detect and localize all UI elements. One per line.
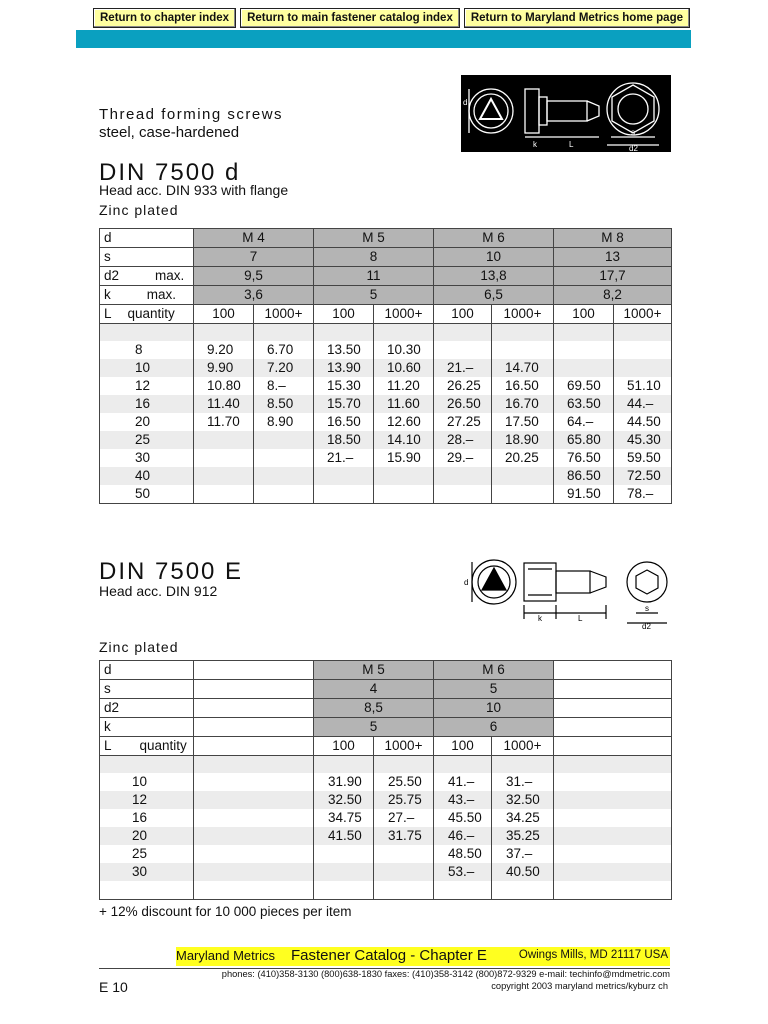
price-cell: 16.50 [492,377,554,395]
price-cell: 10.60 [374,359,434,377]
din-7500-d-title: DIN 7500 d [99,159,241,186]
price-cell: 6.70 [254,341,314,359]
price-cell: 76.50 [554,449,614,467]
quantity-header: 100 [434,736,492,755]
price-cell [434,755,492,773]
footer-contact: phones: (410)358-3130 (800)638-1830 faxes: (410)358-3142 (800)872-9329 e-mail: techinfo@mdmetric.com [221,969,670,979]
price-cell: 26.25 [434,377,492,395]
price-cell: 45.30 [614,431,672,449]
price-cell [614,359,672,377]
price-cell [554,359,614,377]
price-cell [314,485,374,503]
length-cell: 20 [100,413,194,431]
price-cell: 11.40 [194,395,254,413]
quantity-header: 1000+ [492,304,554,323]
spec-value: M 4 [194,229,314,248]
spec-value: 5 [314,285,434,304]
price-cell: 59.50 [614,449,672,467]
price-cell: 48.50 [434,845,492,863]
spec-row-label: d2 [100,698,194,717]
quantity-header: 100 [314,736,374,755]
length-cell: 40 [100,467,194,485]
price-cell: 13.50 [314,341,374,359]
length-cell: 25 [100,845,194,863]
spec-value: 13 [554,247,672,266]
price-cell: 31.– [492,773,554,791]
empty-cell [194,736,314,755]
empty-cell [194,845,314,863]
price-cell: 91.50 [554,485,614,503]
price-cell: 15.90 [374,449,434,467]
din-7500-d-finish: Zinc plated [99,202,179,218]
table-row [100,773,672,791]
spec-value: M 5 [314,229,434,248]
spec-value: 6 [434,717,554,736]
price-cell [374,863,434,881]
spec-row [100,285,672,304]
price-cell: 21.– [434,359,492,377]
length-cell: 12 [100,377,194,395]
price-cell: 69.50 [554,377,614,395]
price-cell: 44.– [614,395,672,413]
price-cell: 63.50 [554,395,614,413]
quantity-header: 1000+ [374,736,434,755]
dim-d-label-2: d [464,578,469,587]
price-cell: 8.50 [254,395,314,413]
price-cell: 12.60 [374,413,434,431]
return-main-catalog-button[interactable]: Return to main fastener catalog index [240,8,460,28]
price-cell: 34.75 [314,809,374,827]
empty-cell [554,881,672,899]
spec-row-label: s [100,679,194,698]
table-row [100,359,672,377]
price-cell [254,467,314,485]
price-cell: 10.80 [194,377,254,395]
quantity-header-row [100,304,672,323]
price-cell: 86.50 [554,467,614,485]
spec-value: M 6 [434,229,554,248]
empty-cell [194,698,314,717]
dim-s-label: s [631,128,635,137]
table-row [100,827,672,845]
price-cell: 32.50 [492,791,554,809]
table-row [100,845,672,863]
price-cell: 11.60 [374,395,434,413]
table-row [100,323,672,341]
empty-cell [194,827,314,845]
spec-value: 10 [434,698,554,717]
table-row [100,755,672,773]
spec-value: 10 [434,247,554,266]
length-cell: 50 [100,485,194,503]
length-cell: 25 [100,431,194,449]
price-cell: 17.50 [492,413,554,431]
price-cell [314,863,374,881]
spec-row [100,266,672,285]
empty-cell [194,755,314,773]
empty-cell [554,791,672,809]
price-cell: 10.30 [374,341,434,359]
footer-copyright: copyright 2003 maryland metrics/kyburz ch [491,981,668,991]
price-cell [434,323,492,341]
length-cell [100,323,194,341]
price-cell [614,341,672,359]
table-row [100,809,672,827]
footer-catalog: Fastener Catalog - Chapter E [291,947,487,964]
dim-d2-label-2: d2 [642,622,651,631]
spec-value: 8 [314,247,434,266]
quantity-header: 1000+ [254,304,314,323]
quantity-header: 100 [434,304,492,323]
empty-cell [554,827,672,845]
spec-row-label: d [100,229,194,248]
din-7500-e-diagram [456,549,672,631]
header-bar [76,30,691,48]
empty-cell [554,679,672,698]
quantity-header-row [100,736,672,755]
price-cell [254,449,314,467]
price-cell: 16.70 [492,395,554,413]
empty-cell [194,809,314,827]
empty-cell [554,661,672,680]
length-cell: 10 [100,773,194,791]
price-cell: 18.50 [314,431,374,449]
spec-value: 3,6 [194,285,314,304]
price-cell [374,755,434,773]
price-cell: 16.50 [314,413,374,431]
price-cell [492,755,554,773]
price-cell: 7.20 [254,359,314,377]
price-cell [314,845,374,863]
price-cell: 43.– [434,791,492,809]
price-cell [254,485,314,503]
discount-note: + 12% discount for 10 000 pieces per item [99,904,352,919]
price-cell [314,755,374,773]
dim-s-label-2: s [645,604,649,613]
spec-row-label: d [100,661,194,680]
spec-value: 8,2 [554,285,672,304]
price-cell: 28.– [434,431,492,449]
price-cell [314,323,374,341]
return-home-button[interactable]: Return to Maryland Metrics home page [464,8,690,28]
price-cell: 41.– [434,773,492,791]
quantity-header: 1000+ [492,736,554,755]
price-cell [314,881,374,899]
length-cell: 20 [100,827,194,845]
price-cell [374,485,434,503]
table-row [100,413,672,431]
empty-cell [194,773,314,791]
empty-cell [554,717,672,736]
price-cell [374,467,434,485]
dim-d2-label: d2 [629,144,638,152]
empty-cell [194,679,314,698]
price-cell [374,323,434,341]
quantity-header: 100 [194,304,254,323]
spec-value: 7 [194,247,314,266]
table-row [100,341,672,359]
price-cell: 78.– [614,485,672,503]
price-cell: 29.– [434,449,492,467]
price-cell: 25.75 [374,791,434,809]
price-cell [314,467,374,485]
return-chapter-index-button[interactable]: Return to chapter index [93,8,236,28]
price-cell: 15.30 [314,377,374,395]
price-cell [492,341,554,359]
length-cell: 12 [100,791,194,809]
table-row [100,449,672,467]
din-7500-e-title: DIN 7500 E [99,558,244,585]
table-row [100,791,672,809]
price-cell: 72.50 [614,467,672,485]
price-cell [254,431,314,449]
price-cell [434,467,492,485]
price-cell: 51.10 [614,377,672,395]
price-cell [492,485,554,503]
table-row [100,377,672,395]
top-navigation [93,8,690,28]
empty-cell [194,661,314,680]
price-cell: 8.90 [254,413,314,431]
din-7500-d-diagram [461,75,671,152]
section-subtitle: steel, case-hardened [99,124,240,141]
price-cell: 15.70 [314,395,374,413]
price-cell: 34.25 [492,809,554,827]
price-cell: 20.25 [492,449,554,467]
price-cell: 46.– [434,827,492,845]
price-cell: 41.50 [314,827,374,845]
price-cell: 27.– [374,809,434,827]
spec-value: 5 [434,679,554,698]
price-cell: 37.– [492,845,554,863]
table-row [100,881,672,899]
empty-cell [554,845,672,863]
din-7500-e-price-table [99,660,672,900]
spec-value: 4 [314,679,434,698]
dim-L-label: L [569,140,574,149]
price-cell [492,467,554,485]
price-cell [554,341,614,359]
spec-value: 11 [314,266,434,285]
price-cell: 26.50 [434,395,492,413]
price-cell: 64.– [554,413,614,431]
quantity-header: 1000+ [614,304,672,323]
table-row [100,485,672,503]
empty-cell [194,791,314,809]
dim-d-label: d [463,98,468,107]
price-cell [374,881,434,899]
spec-value: 8,5 [314,698,434,717]
table-row [100,467,672,485]
empty-cell [554,809,672,827]
empty-cell [194,717,314,736]
spec-row-label: d2 max. [100,266,194,285]
price-cell [434,485,492,503]
length-cell: 30 [100,449,194,467]
length-cell [100,881,194,899]
spec-value: M 8 [554,229,672,248]
price-cell: 18.90 [492,431,554,449]
table-row [100,431,672,449]
spec-value: M 5 [314,661,434,680]
price-cell [254,323,314,341]
price-cell [194,449,254,467]
price-cell: 44.50 [614,413,672,431]
price-cell: 45.50 [434,809,492,827]
price-cell [194,431,254,449]
spec-row [100,247,672,266]
price-cell: 32.50 [314,791,374,809]
empty-cell [554,863,672,881]
spec-row [100,717,672,736]
price-cell [614,323,672,341]
spec-value: 5 [314,717,434,736]
price-cell [194,485,254,503]
price-cell: 25.50 [374,773,434,791]
spec-row-label: k [100,717,194,736]
price-cell: 11.70 [194,413,254,431]
price-cell [554,323,614,341]
price-cell [434,881,492,899]
quantity-header: 100 [314,304,374,323]
price-cell [194,323,254,341]
price-cell: 14.70 [492,359,554,377]
quantity-label: L quantity [100,304,194,323]
price-cell: 31.75 [374,827,434,845]
price-cell: 31.90 [314,773,374,791]
spec-value: 13,8 [434,266,554,285]
spec-row [100,698,672,717]
din-7500-d-price-table [99,228,672,504]
empty-cell [194,863,314,881]
price-cell [492,323,554,341]
empty-cell [554,736,672,755]
length-cell: 16 [100,395,194,413]
spec-value: 6,5 [434,285,554,304]
price-cell: 21.– [314,449,374,467]
price-cell [374,845,434,863]
din-7500-e-finish: Zinc plated [99,639,179,655]
empty-cell [194,881,314,899]
quantity-label: L quantity [100,736,194,755]
spec-value: M 6 [434,661,554,680]
quantity-header: 100 [554,304,614,323]
price-cell: 14.10 [374,431,434,449]
spec-value: 17,7 [554,266,672,285]
price-cell [434,341,492,359]
length-cell [100,755,194,773]
spec-row-label: s [100,247,194,266]
spec-row-label: k max. [100,285,194,304]
footer-location: Owings Mills, MD 21117 USA [518,949,668,961]
price-cell: 35.25 [492,827,554,845]
empty-cell [554,773,672,791]
din-7500-e-head: Head acc. DIN 912 [99,583,218,599]
price-cell: 9.90 [194,359,254,377]
dim-k-label-2: k [538,614,542,623]
length-cell: 16 [100,809,194,827]
page-number: E 10 [99,979,128,995]
section-title: Thread forming screws [99,106,284,123]
din-7500-d-head: Head acc. DIN 933 with flange [99,182,289,198]
price-cell: 11.20 [374,377,434,395]
length-cell: 30 [100,863,194,881]
price-cell [492,881,554,899]
price-cell: 40.50 [492,863,554,881]
price-cell: 8.– [254,377,314,395]
length-cell: 8 [100,341,194,359]
spec-row [100,679,672,698]
price-cell: 13.90 [314,359,374,377]
empty-cell [554,755,672,773]
price-cell: 9.20 [194,341,254,359]
table-row [100,395,672,413]
dim-L-label-2: L [578,614,583,623]
footer-band [176,947,670,966]
spec-row [100,661,672,680]
spec-value: 9,5 [194,266,314,285]
footer-company: Maryland Metrics [176,948,275,963]
empty-cell [554,698,672,717]
price-cell: 65.80 [554,431,614,449]
price-cell: 27.25 [434,413,492,431]
price-cell: 53.– [434,863,492,881]
spec-row [100,229,672,248]
table-row [100,863,672,881]
price-cell [194,467,254,485]
length-cell: 10 [100,359,194,377]
quantity-header: 1000+ [374,304,434,323]
dim-k-label: k [533,140,537,149]
